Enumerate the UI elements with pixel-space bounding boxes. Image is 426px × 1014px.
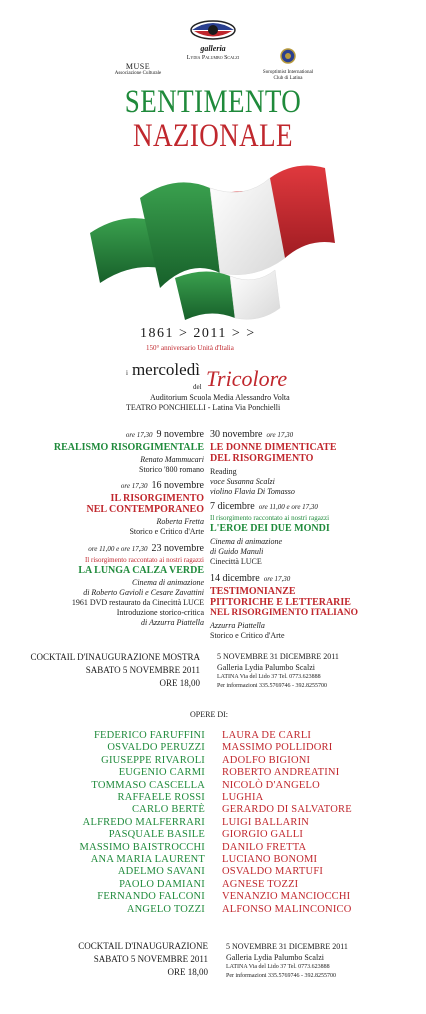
event-right-3: 14 dicembre ore 17,30 TESTIMONIANZE PITTORICHE E LETTERARIE NEL RISORGIMENTO ITALIANO Azzurra Piattella Storico e Critico d'Arte <box>210 568 415 641</box>
event-title: REALISMO RISORGIMENTALE <box>53 442 204 453</box>
event-left-1: ore 17,30 9 novembre REALISMO RISORGIMENTALE Renato Mammucari Storico '800 romano <box>30 424 204 475</box>
muse-title: MUSE <box>125 62 151 71</box>
event-title: LE DONNE DIMENTICATE <box>210 442 337 453</box>
program-heading <box>126 360 200 380</box>
event-left-3: ore 11,00 e ore 17,30 23 novembre Il risorgimento raccontato ai nostri ragazzi LA LUNGA CALZA VERDE Cinema di animazione di Roberto Gavioli e Cesare Zavattini 1961 DVD restaurato da Cinecittà LUCE Introduzione storico-critica di Azzurra Piattella <box>20 538 204 628</box>
galleria-logo <box>180 18 246 64</box>
soroptimist-emblem-icon <box>258 48 318 64</box>
galleria-word: galleria <box>200 44 226 53</box>
soroptimist-line1: Soroptimist International <box>262 70 314 75</box>
event-title: L'EROE DEI DUE MONDI <box>210 523 330 534</box>
artist-name: ALFREDO MALFERRARI <box>82 816 205 828</box>
event-left-2: ore 17,30 16 novembre IL RISORGIMENTO NEL CONTEMPORANEO Roberta Fretta Storico e Critico d'Arte <box>30 475 204 537</box>
artists-right-list <box>222 730 412 916</box>
tricolore-flags-illustration <box>80 158 340 323</box>
title-line2: NAZIONALE <box>132 118 294 154</box>
artist-name: LUIGI BALLARIN <box>222 816 310 828</box>
event-title: NEL CONTEMPORANEO <box>86 504 204 515</box>
muse-logo <box>108 62 168 77</box>
event-title: TESTIMONIANZE <box>210 586 296 597</box>
eye-logo-icon <box>180 18 246 42</box>
artist-name: GIORGIO GALLI <box>222 829 304 841</box>
artist-name: VENANZIO MANCIOCCHI <box>222 891 351 903</box>
artist-name: RAFFAELE ROSSI <box>117 792 205 804</box>
artist-name: EUGENIO CARMI <box>118 767 205 779</box>
exhibition-info-bottom: 5 NOVEMBRE 31 DICEMBRE 2011 Galleria Lydia Palumbo Scalzi LATINA Via del Lido 37 Tel. 0773.623888 Per informazioni 335.5769746 - 392.8255700 <box>226 942 348 979</box>
artist-name: PAOLO DAMIANI <box>119 878 205 890</box>
artist-name: GERARDO DI SALVATORE <box>222 804 352 816</box>
event-right-2: 7 dicembre ore 11,00 e ore 17,30 Il risorgimento raccontato ai nostri ragazzi L'EROE DEI DUE MONDI Cinema di animazione di Guido Manuli Cinecittà LUCE <box>210 496 410 567</box>
artist-name: NICOLÒ D'ANGELO <box>222 779 320 791</box>
artist-name: AGNESE TOZZI <box>222 878 299 890</box>
event-title: DEL RISORGIMENTO <box>210 453 314 464</box>
artist-name: PASQUALE BASILE <box>108 829 205 841</box>
artist-name: ANA MARIA LAURENT <box>90 854 205 866</box>
event-title: IL RISORGIMENTO <box>110 493 204 504</box>
exhibition-info: 5 NOVEMBRE 31 DICEMBRE 2011 Galleria Lydia Palumbo Scalzi LATINA Via del Lido 37 Tel. 0773.623888 Per informazioni 335.5769746 - 392.8255700 <box>217 652 339 689</box>
artist-name: FERNANDO FALCONI <box>97 891 205 903</box>
event-title: NEL RISORGIMENTO ITALIANO <box>210 608 358 618</box>
artist-name: ALFONSO MALINCONICO <box>222 903 352 915</box>
event-title: LA LUNGA CALZA VERDE <box>78 565 204 576</box>
cocktail-info-bottom: COCKTAIL D'INAUGURAZIONE SABATO 5 NOVEMBRE 2011 ORE 18,00 <box>78 941 208 977</box>
artist-name: ADELMO SAVANI <box>117 866 205 878</box>
artist-name: DANILO FRETTA <box>222 841 307 853</box>
cocktail-info: COCKTAIL D'INAUGURAZIONE MOSTRA SABATO 5 NOVEMBRE 2011 ORE 18,00 <box>30 652 200 688</box>
event-right-1: 30 novembre ore 17,30 LE DONNE DIMENTICATE DEL RISORGIMENTO Reading voce Susanna Scalzi violino Flavia Di Tomasso <box>210 424 410 497</box>
soroptimist-line2: Club di Latina <box>273 76 303 81</box>
artist-name: GIUSEPPE RIVAROLI <box>101 754 205 766</box>
artist-name: LUCIANO BONOMI <box>222 854 318 866</box>
artists-left-list <box>20 730 205 916</box>
soroptimist-logo <box>258 48 318 82</box>
artist-name: LUGHIA <box>222 792 264 804</box>
artist-name: MASSIMO BAISTROCCHI <box>79 841 205 853</box>
artist-name: FEDERICO FARUFFINI <box>93 730 205 741</box>
program-venue1: Auditorium Scuola Media Alessandro Volta <box>150 393 290 402</box>
artist-name: MASSIMO POLLIDORI <box>222 742 333 754</box>
artist-name: TOMMASO CASCELLA <box>91 779 205 791</box>
anniversary-years: 1861 > 2011 > > <box>140 326 256 341</box>
artist-name: ADOLFO BIGIONI <box>222 754 311 766</box>
event-title: PITTORICHE E LETTERARIE <box>210 597 351 608</box>
artists-heading: OPERE DI: <box>190 710 228 719</box>
artist-name: ANGELO TOZZI <box>126 903 205 915</box>
program-del: del <box>193 383 202 391</box>
artist-name: CARLO BERTÈ <box>131 804 205 816</box>
program-mercoledi: mercoledì <box>131 360 200 379</box>
anniversary-subtitle: 150° anniversario Unità d'Italia <box>146 344 234 352</box>
artist-name: LAURA DE CARLI <box>222 730 312 741</box>
artist-name: ROBERTO ANDREATINI <box>222 767 340 779</box>
muse-subtitle: Associazione Culturale <box>114 71 162 76</box>
artist-name: OSVALDO MARTUFI <box>222 866 324 878</box>
program-venue2: TEATRO PONCHIELLI - Latina Via Ponchielli <box>126 403 281 412</box>
program-prefix: i <box>126 369 128 377</box>
program-tricolore: Tricolore <box>206 366 288 391</box>
title-line1: SENTIMENTO <box>124 84 302 120</box>
galleria-name: Lydia Palumbo Scalzi <box>186 55 240 61</box>
artist-name: OSVALDO PERUZZI <box>107 742 205 754</box>
